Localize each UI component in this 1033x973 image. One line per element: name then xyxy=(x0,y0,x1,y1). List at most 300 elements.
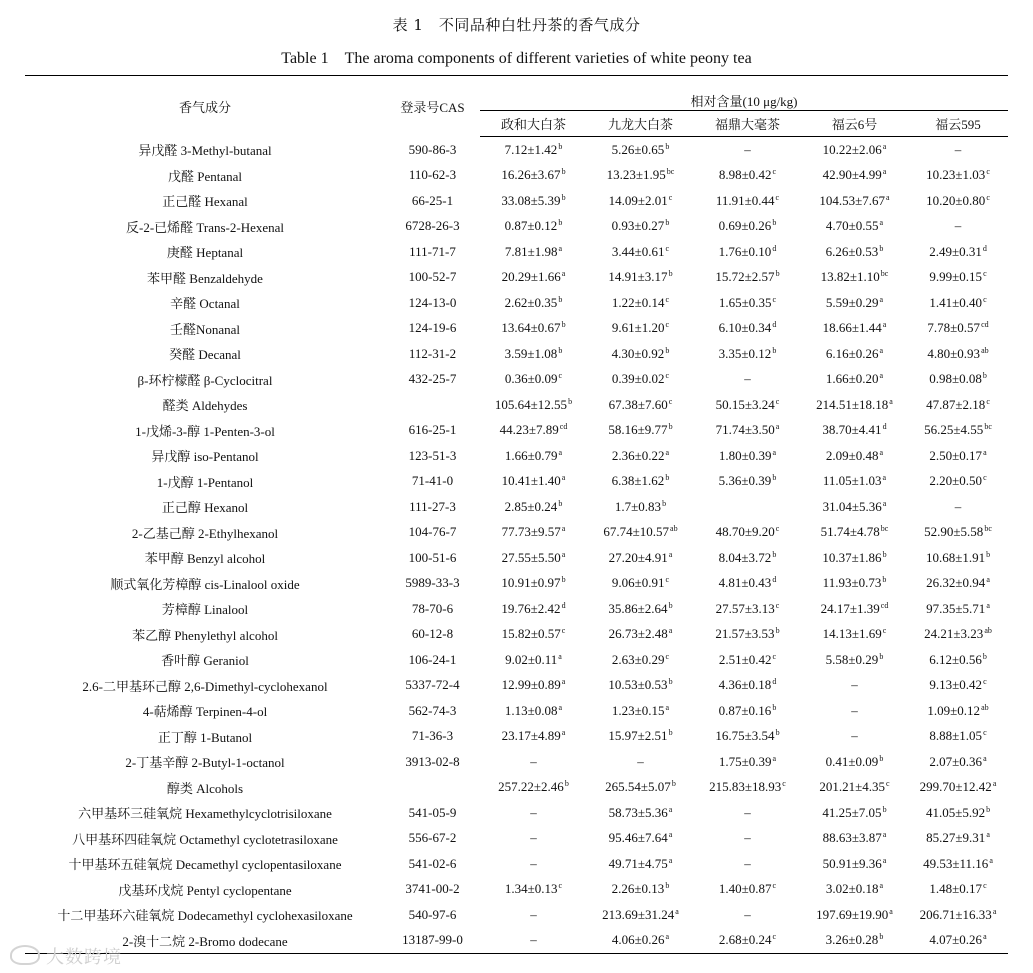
content-value-number: 299.70±12.42 xyxy=(919,779,992,795)
content-value-number: 10.53±0.53 xyxy=(608,677,668,693)
content-value xyxy=(480,367,587,393)
content-value xyxy=(480,188,587,214)
content-value xyxy=(480,418,587,444)
table-row xyxy=(25,902,1008,928)
significance-letter: c xyxy=(772,932,777,942)
cas-number: 104-76-7 xyxy=(408,524,457,540)
significance-letter: cd xyxy=(880,600,889,610)
significance-letter: a xyxy=(882,141,887,151)
content-value xyxy=(480,749,587,775)
content-value xyxy=(587,673,694,699)
significance-letter: bc xyxy=(880,524,889,534)
content-value-number: 11.93±0.73 xyxy=(822,575,882,591)
significance-letter: a xyxy=(668,855,673,865)
table-row xyxy=(25,137,1008,163)
content-value xyxy=(587,520,694,546)
significance-letter: b xyxy=(879,932,884,942)
compound-name: 戊醛 Pentanal xyxy=(167,168,242,184)
content-value xyxy=(587,494,694,520)
content-value xyxy=(480,392,587,418)
content-value-number: 35.86±2.64 xyxy=(608,600,668,616)
content-value-number: 0.41±0.09 xyxy=(825,753,879,769)
content-value-number: 2.49±0.31 xyxy=(929,243,982,259)
significance-letter: b xyxy=(668,600,673,610)
content-value xyxy=(908,341,1008,367)
content-value xyxy=(908,749,1008,775)
content-value-number: 4.30±0.92 xyxy=(611,345,665,361)
content-value-number: 48.70±9.20 xyxy=(715,524,775,540)
cas-number: 100-51-6 xyxy=(408,549,457,565)
significance-letter: a xyxy=(983,932,987,942)
content-value xyxy=(694,214,801,240)
table-row xyxy=(25,367,1008,393)
content-value-number: 58.16±9.77 xyxy=(608,422,668,438)
table-row xyxy=(25,316,1008,342)
content-value-number: 0.36±0.09 xyxy=(504,371,558,387)
content-value-number: 14.91±3.17 xyxy=(608,269,668,285)
compound-name: 香叶醇 Geraniol xyxy=(161,653,249,669)
table-row xyxy=(25,851,1008,877)
content-value xyxy=(694,749,801,775)
content-value-number: – xyxy=(954,141,962,157)
content-value xyxy=(801,290,908,316)
cas-number: 124-13-0 xyxy=(408,294,457,310)
content-value-number: 9.13±0.42 xyxy=(929,677,983,693)
compound-name: 苯甲醛 Benzaldehyde xyxy=(147,270,263,286)
content-value xyxy=(694,928,801,954)
significance-letter: b xyxy=(558,294,563,304)
content-value-number: 105.64±12.55 xyxy=(494,396,568,412)
content-value-number: 50.15±3.24 xyxy=(715,396,775,412)
content-value xyxy=(801,545,908,571)
significance-letter: bc xyxy=(984,524,992,534)
table-row xyxy=(25,647,1008,673)
table-row xyxy=(25,826,1008,852)
content-value xyxy=(587,775,694,801)
significance-letter: d xyxy=(882,422,887,432)
content-value xyxy=(587,316,694,342)
content-value xyxy=(480,290,587,316)
watermark-logo-icon xyxy=(10,945,40,965)
content-value-number: 2.36±0.22 xyxy=(611,447,665,463)
content-value xyxy=(908,826,1008,852)
content-value-number: 213.69±31.24 xyxy=(602,906,675,922)
content-value xyxy=(587,545,694,571)
content-value xyxy=(801,392,908,418)
cas-number: 556-67-2 xyxy=(408,830,457,846)
significance-letter: b xyxy=(986,549,991,559)
significance-letter: a xyxy=(882,498,887,508)
content-value xyxy=(801,520,908,546)
cas-number: 5989-33-3 xyxy=(405,575,460,591)
content-value-number: 49.71±4.75 xyxy=(608,855,668,871)
compound-name: 壬醛Nonanal xyxy=(169,321,241,337)
content-value xyxy=(694,469,801,495)
content-value xyxy=(587,928,694,954)
content-value xyxy=(587,469,694,495)
content-value xyxy=(694,392,801,418)
content-value xyxy=(801,316,908,342)
cas-number: 71-36-3 xyxy=(411,728,454,744)
cas-number: 124-19-6 xyxy=(408,320,457,336)
compound-name: 芳樟醇 Linalool xyxy=(161,602,249,618)
significance-letter: a xyxy=(992,779,997,789)
content-value-number: 24.21±3.23 xyxy=(924,626,984,642)
content-value-number: 0.87±0.16 xyxy=(718,702,772,718)
significance-letter: a xyxy=(992,906,997,916)
significance-letter: a xyxy=(983,753,987,763)
aroma-table xyxy=(25,75,1008,954)
content-value-number: 4.70±0.55 xyxy=(825,218,879,234)
content-value xyxy=(908,239,1008,265)
content-value-number: 6.38±1.62 xyxy=(611,473,665,489)
content-value xyxy=(587,214,694,240)
table-caption-cn: 表 1 不同品种白牡丹茶的香气成分 xyxy=(392,16,641,34)
content-value xyxy=(694,137,801,163)
significance-letter: b xyxy=(558,345,563,355)
content-value xyxy=(480,163,587,189)
table-row xyxy=(25,188,1008,214)
content-value-number: 6.12±0.56 xyxy=(929,651,982,667)
significance-letter: c xyxy=(983,728,987,738)
table-row xyxy=(25,698,1008,724)
significance-letter: cd xyxy=(981,320,989,330)
content-value xyxy=(801,647,908,673)
content-value-number: 214.51±18.18 xyxy=(816,396,889,412)
compound-name: 1-戊醇 1-Pentanol xyxy=(156,474,254,490)
content-value xyxy=(694,418,801,444)
cas-number: 111-27-3 xyxy=(409,498,456,514)
content-value xyxy=(694,724,801,750)
significance-letter: b xyxy=(668,422,673,432)
content-value xyxy=(694,596,801,622)
content-value xyxy=(694,494,801,520)
content-value xyxy=(480,571,587,597)
compound-name: 顺式氧化芳樟醇 cis-Linalool oxide xyxy=(110,576,300,592)
significance-letter: b xyxy=(882,549,887,559)
content-value-number: 13.82±1.10 xyxy=(820,269,880,285)
content-value xyxy=(801,596,908,622)
table-row xyxy=(25,265,1008,291)
compound-name: 庚醛 Heptanal xyxy=(166,245,244,261)
header-variety: 福鼎大毫茶 xyxy=(694,111,801,137)
content-value xyxy=(694,265,801,291)
cas-number: 541-05-9 xyxy=(408,804,457,820)
content-value-number: 6.16±0.26 xyxy=(825,345,879,361)
significance-letter: c xyxy=(986,167,990,177)
content-value xyxy=(587,443,694,469)
compound-name: 醇类 Alcohols xyxy=(166,780,244,796)
significance-letter: b xyxy=(568,396,573,406)
cas-number xyxy=(385,392,480,418)
content-value-number: – xyxy=(744,906,751,922)
cas-number: 5337-72-4 xyxy=(405,677,460,693)
content-value-number: 41.25±7.05 xyxy=(822,804,882,820)
significance-letter: c xyxy=(665,371,670,381)
cas-number xyxy=(385,775,480,801)
content-value-number: 2.20±0.50 xyxy=(929,473,983,489)
table-row xyxy=(25,571,1008,597)
content-value-number: 19.76±2.42 xyxy=(501,600,561,616)
cas-number: 562-74-3 xyxy=(408,702,457,718)
content-value xyxy=(801,775,908,801)
content-value-number: 4.06±0.26 xyxy=(611,932,665,948)
table-row xyxy=(25,520,1008,546)
compound-name: 正己醇 Hexanol xyxy=(161,500,249,516)
content-value xyxy=(480,596,587,622)
content-value-number: – xyxy=(744,855,751,871)
content-value xyxy=(480,647,587,673)
significance-letter: d xyxy=(772,677,777,687)
content-value xyxy=(801,851,908,877)
content-value-number: 4.07±0.26 xyxy=(929,932,983,948)
content-value-number: 51.74±4.78 xyxy=(820,524,880,540)
content-value-number: 6.10±0.34 xyxy=(718,320,772,336)
content-value-number: 42.90±4.99 xyxy=(822,167,882,183)
content-value xyxy=(908,290,1008,316)
compound-name: 2-乙基己醇 2-Ethylhexanol xyxy=(131,525,279,541)
content-value xyxy=(908,851,1008,877)
significance-letter: a xyxy=(561,524,566,534)
content-value-number: 44.23±7.89 xyxy=(499,422,559,438)
content-value-number: 52.90±5.58 xyxy=(924,524,984,540)
content-value-number: 7.12±1.42 xyxy=(504,141,558,157)
content-value xyxy=(801,214,908,240)
content-value xyxy=(694,622,801,648)
cas-number: 71-41-0 xyxy=(411,473,454,489)
content-value-number: 5.59±0.29 xyxy=(825,294,879,310)
content-value-number: 1.22±0.14 xyxy=(611,294,665,310)
significance-letter: c xyxy=(668,396,673,406)
significance-letter: c xyxy=(986,396,990,406)
content-value-number: 215.83±18.93 xyxy=(709,779,782,795)
cas-number: 3741-00-2 xyxy=(405,881,460,897)
cas-number: 106-24-1 xyxy=(408,651,457,667)
content-value xyxy=(801,749,908,775)
content-value-number: 10.20±0.80 xyxy=(926,192,986,208)
significance-letter: a xyxy=(668,830,673,840)
content-value-number: 8.88±1.05 xyxy=(929,728,983,744)
content-value-number: – xyxy=(530,932,537,948)
content-value-number: 2.07±0.36 xyxy=(929,753,983,769)
content-value xyxy=(908,724,1008,750)
content-value xyxy=(480,622,587,648)
compound-name: 醛类 Aldehydes xyxy=(162,398,248,414)
content-value-number: – xyxy=(637,753,644,769)
significance-letter: b xyxy=(665,881,670,891)
table-row xyxy=(25,494,1008,520)
compound-name: 2-丁基辛醇 2-Butyl-1-octanol xyxy=(125,755,285,771)
table-row xyxy=(25,341,1008,367)
content-value-number: 1.41±0.40 xyxy=(929,294,983,310)
content-value xyxy=(801,673,908,699)
cas-number: 6728-26-3 xyxy=(405,218,460,234)
content-value xyxy=(587,647,694,673)
cas-number: 590-86-3 xyxy=(408,141,457,157)
significance-letter: a xyxy=(882,320,887,330)
cas-number: 123-51-3 xyxy=(408,447,457,463)
content-value-number: – xyxy=(954,498,962,514)
content-value-number: 0.69±0.26 xyxy=(718,218,772,234)
content-value xyxy=(908,214,1008,240)
content-value xyxy=(908,469,1008,495)
content-value-number: – xyxy=(851,702,858,718)
content-value xyxy=(908,775,1008,801)
content-value-number: 24.17±1.39 xyxy=(820,600,880,616)
content-value xyxy=(694,163,801,189)
content-value xyxy=(801,137,908,163)
content-value-number: 11.91±0.44 xyxy=(715,192,775,208)
content-value xyxy=(694,341,801,367)
content-value-number: – xyxy=(744,830,751,846)
content-value-number: 0.39±0.02 xyxy=(611,371,665,387)
content-value xyxy=(694,826,801,852)
content-value xyxy=(587,290,694,316)
content-value-number: 201.21±4.35 xyxy=(819,779,886,795)
content-value xyxy=(587,622,694,648)
significance-letter: b xyxy=(561,320,566,330)
content-value-number: 15.82±0.57 xyxy=(501,626,561,642)
compound-name: 正己醛 Hexanal xyxy=(162,194,248,210)
content-value xyxy=(480,877,587,903)
content-value xyxy=(480,214,587,240)
content-value-number: 13.64±0.67 xyxy=(501,320,561,336)
content-value-number: 2.51±0.42 xyxy=(718,651,772,667)
table-row xyxy=(25,239,1008,265)
significance-letter: a xyxy=(986,575,990,585)
significance-letter: c xyxy=(772,167,777,177)
content-value-number: 3.44±0.61 xyxy=(611,243,665,259)
compound-name: β-环柠檬醛 β-Cyclocitral xyxy=(137,372,273,388)
header-variety: 政和大白茶 xyxy=(480,111,587,137)
significance-letter: b xyxy=(558,218,563,228)
significance-letter: b xyxy=(561,575,566,585)
content-value-number: 197.69±19.90 xyxy=(816,906,889,922)
significance-letter: d xyxy=(982,243,987,253)
significance-letter: c xyxy=(882,626,887,636)
significance-letter: b xyxy=(668,677,673,687)
table-row xyxy=(25,775,1008,801)
content-value-number: 1.66±0.79 xyxy=(504,447,558,463)
significance-letter: a xyxy=(772,753,777,763)
significance-letter: a xyxy=(668,626,673,636)
significance-letter: c xyxy=(665,320,670,330)
content-value-number: – xyxy=(530,906,537,922)
compound-name: 反-2-已烯醛 Trans-2-Hexenal xyxy=(125,219,285,235)
content-value-number: 77.73±9.57 xyxy=(501,524,561,540)
content-value-number: 67.74±10.57 xyxy=(603,524,670,540)
content-value xyxy=(801,877,908,903)
significance-letter: c xyxy=(775,396,780,406)
significance-letter: b xyxy=(668,269,673,279)
significance-letter: c xyxy=(772,294,777,304)
content-value xyxy=(908,545,1008,571)
content-value-number: 6.26±0.53 xyxy=(825,243,879,259)
significance-letter: a xyxy=(879,447,884,457)
content-value-number: 2.85±0.24 xyxy=(504,498,558,514)
content-value xyxy=(587,851,694,877)
content-value xyxy=(801,698,908,724)
content-value xyxy=(587,137,694,163)
significance-letter: b xyxy=(982,371,987,381)
content-value-number: 104.53±7.67 xyxy=(819,192,886,208)
content-value xyxy=(908,673,1008,699)
content-value xyxy=(480,469,587,495)
significance-letter: a xyxy=(879,345,884,355)
cas-number: 541-02-6 xyxy=(408,855,457,871)
content-value-number: 10.37±1.86 xyxy=(822,549,882,565)
significance-letter: a xyxy=(986,830,990,840)
significance-letter: b xyxy=(665,141,670,151)
compound-name: 辛醛 Octanal xyxy=(170,296,240,312)
content-value-number: 3.26±0.28 xyxy=(825,932,879,948)
significance-letter: a xyxy=(879,881,884,891)
content-value-number: 26.73±2.48 xyxy=(608,626,668,642)
content-value-number: 5.36±0.39 xyxy=(718,473,772,489)
significance-letter: a xyxy=(675,906,679,916)
content-value-number: 58.73±5.36 xyxy=(608,804,668,820)
content-value xyxy=(694,188,801,214)
table-caption-en: Table 1 The aroma components of different varieties of white peony tea xyxy=(281,50,752,67)
significance-letter: a xyxy=(561,677,566,687)
significance-letter: ab xyxy=(984,626,992,636)
significance-letter: b xyxy=(879,651,884,661)
table-row xyxy=(25,749,1008,775)
content-value xyxy=(587,341,694,367)
content-value xyxy=(908,698,1008,724)
content-value xyxy=(908,367,1008,393)
cas-number: 111-71-7 xyxy=(409,243,456,259)
content-value xyxy=(587,749,694,775)
content-value xyxy=(480,826,587,852)
content-value-number: 10.22±2.06 xyxy=(822,141,882,157)
table-row xyxy=(25,596,1008,622)
significance-letter: b xyxy=(665,218,670,228)
content-value xyxy=(801,418,908,444)
significance-letter: a xyxy=(886,192,890,202)
content-value xyxy=(801,494,908,520)
significance-letter: ab xyxy=(981,702,989,712)
content-value xyxy=(908,418,1008,444)
significance-letter: c xyxy=(668,192,673,202)
header-variety: 九龙大白茶 xyxy=(587,111,694,137)
significance-letter: bc xyxy=(880,269,889,279)
content-value xyxy=(908,316,1008,342)
content-value xyxy=(801,622,908,648)
header-cas: 登录号CAS xyxy=(385,76,480,137)
significance-letter: bc xyxy=(984,422,992,432)
significance-letter: a xyxy=(561,728,566,738)
table-row xyxy=(25,443,1008,469)
content-value-number: 1.13±0.08 xyxy=(504,702,558,718)
significance-letter: a xyxy=(879,371,884,381)
content-value-number: 3.35±0.12 xyxy=(718,345,772,361)
content-value-number: 16.26±3.67 xyxy=(501,167,561,183)
cas-number: 540-97-6 xyxy=(408,906,457,922)
compound-name: 异戊醇 iso-Pentanol xyxy=(151,449,259,465)
compound-name: 1-戊烯-3-醇 1-Penten-3-ol xyxy=(135,423,275,439)
content-value xyxy=(694,239,801,265)
content-value xyxy=(694,673,801,699)
content-value xyxy=(801,265,908,291)
significance-letter: c xyxy=(983,269,987,279)
significance-letter: a xyxy=(561,473,566,483)
table-row xyxy=(25,214,1008,240)
significance-letter: b xyxy=(772,549,777,559)
cas-number: 3913-02-8 xyxy=(405,753,460,769)
significance-letter: b xyxy=(665,345,670,355)
content-value-number: 3.02±0.18 xyxy=(825,881,879,897)
